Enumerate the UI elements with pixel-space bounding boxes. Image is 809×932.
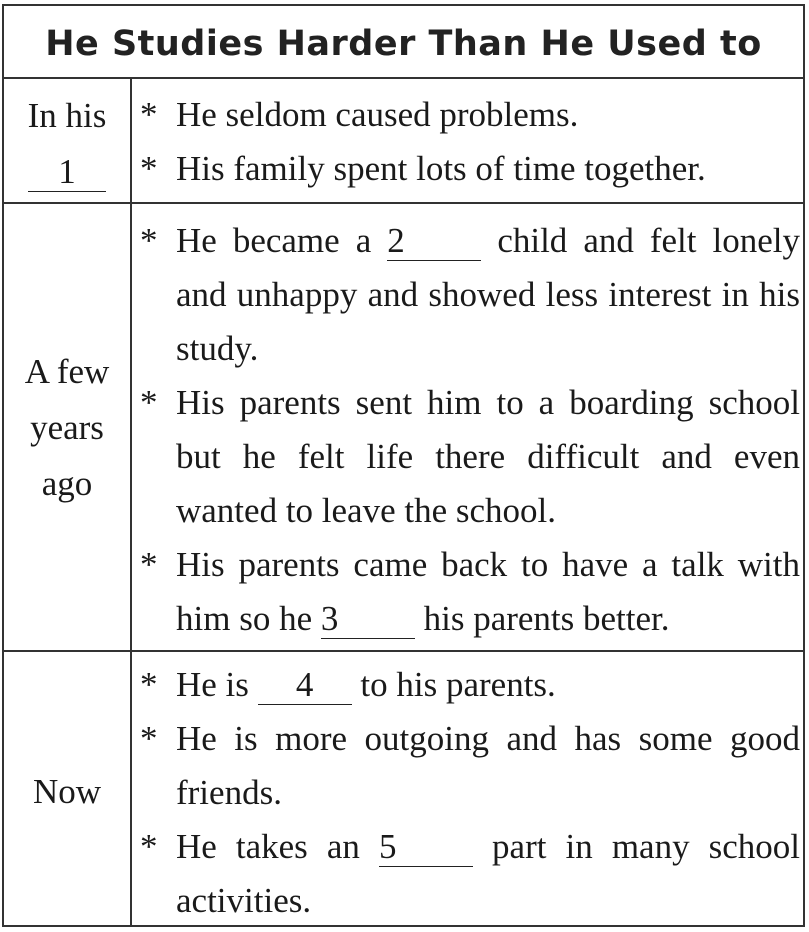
column-divider: [130, 79, 132, 925]
item-text: He is more outgoing and has some good friends.: [176, 719, 800, 812]
bullet-marker: *: [140, 665, 158, 704]
item-text-before: He takes an: [176, 827, 360, 866]
table-title: He Studies Harder Than He Used to: [45, 23, 762, 64]
row-divider: [4, 202, 803, 204]
item-text: He seldom caused problems.: [176, 95, 579, 134]
bullet-marker: *: [140, 719, 158, 758]
item-text: [140, 820, 800, 928]
list-item: [140, 142, 800, 196]
period-label: In his: [27, 96, 107, 135]
bullet-marker: *: [140, 149, 158, 188]
item-text-before: His parents came back to have a talk with him so he: [176, 545, 800, 638]
item-text-after: to his parents.: [360, 665, 556, 704]
list-item: [140, 88, 800, 142]
blank-4: 4: [258, 666, 352, 705]
item-text: [140, 214, 800, 376]
bullet-marker: *: [140, 827, 158, 866]
bullet-marker: *: [140, 545, 158, 584]
blank-1: 1: [28, 153, 106, 192]
period-cell-row3: [4, 764, 130, 820]
list-item: [140, 658, 800, 712]
blank-3: 3: [321, 600, 415, 639]
period-label: ago: [41, 464, 93, 503]
item-text-after: child and felt lonely and unhappy and showed less interest in his study.: [176, 221, 801, 368]
list-item: [140, 712, 800, 820]
item-text-before: He is: [176, 665, 249, 704]
period-cell-row2: [4, 344, 130, 512]
list-item: [140, 538, 800, 646]
item-text: [140, 658, 800, 712]
bullet-marker: *: [140, 221, 158, 260]
blank-5: 5: [379, 828, 473, 867]
period-label: A few: [24, 352, 110, 391]
period-label: years: [30, 408, 104, 447]
row-divider: [4, 650, 803, 652]
blank-2: 2: [387, 222, 481, 261]
list-item: [140, 820, 800, 928]
list-item: [140, 214, 800, 376]
item-text-after: his parents better.: [423, 599, 670, 638]
period-cell-row1: [4, 88, 130, 200]
exercise-table: [2, 4, 805, 927]
item-text-before: He became a: [176, 221, 372, 260]
item-text: His parents sent him to a boarding school but he felt life there difficult and even wanted to leave the school.: [176, 383, 800, 530]
item-text-after: part in many school activities.: [176, 827, 801, 920]
list-item: [140, 376, 800, 538]
period-label: Now: [32, 772, 102, 811]
item-text: His family spent lots of time together.: [176, 149, 706, 188]
bullet-marker: *: [140, 383, 158, 422]
item-text: [140, 538, 800, 646]
bullet-marker: *: [140, 95, 158, 134]
table-header: [4, 6, 803, 79]
